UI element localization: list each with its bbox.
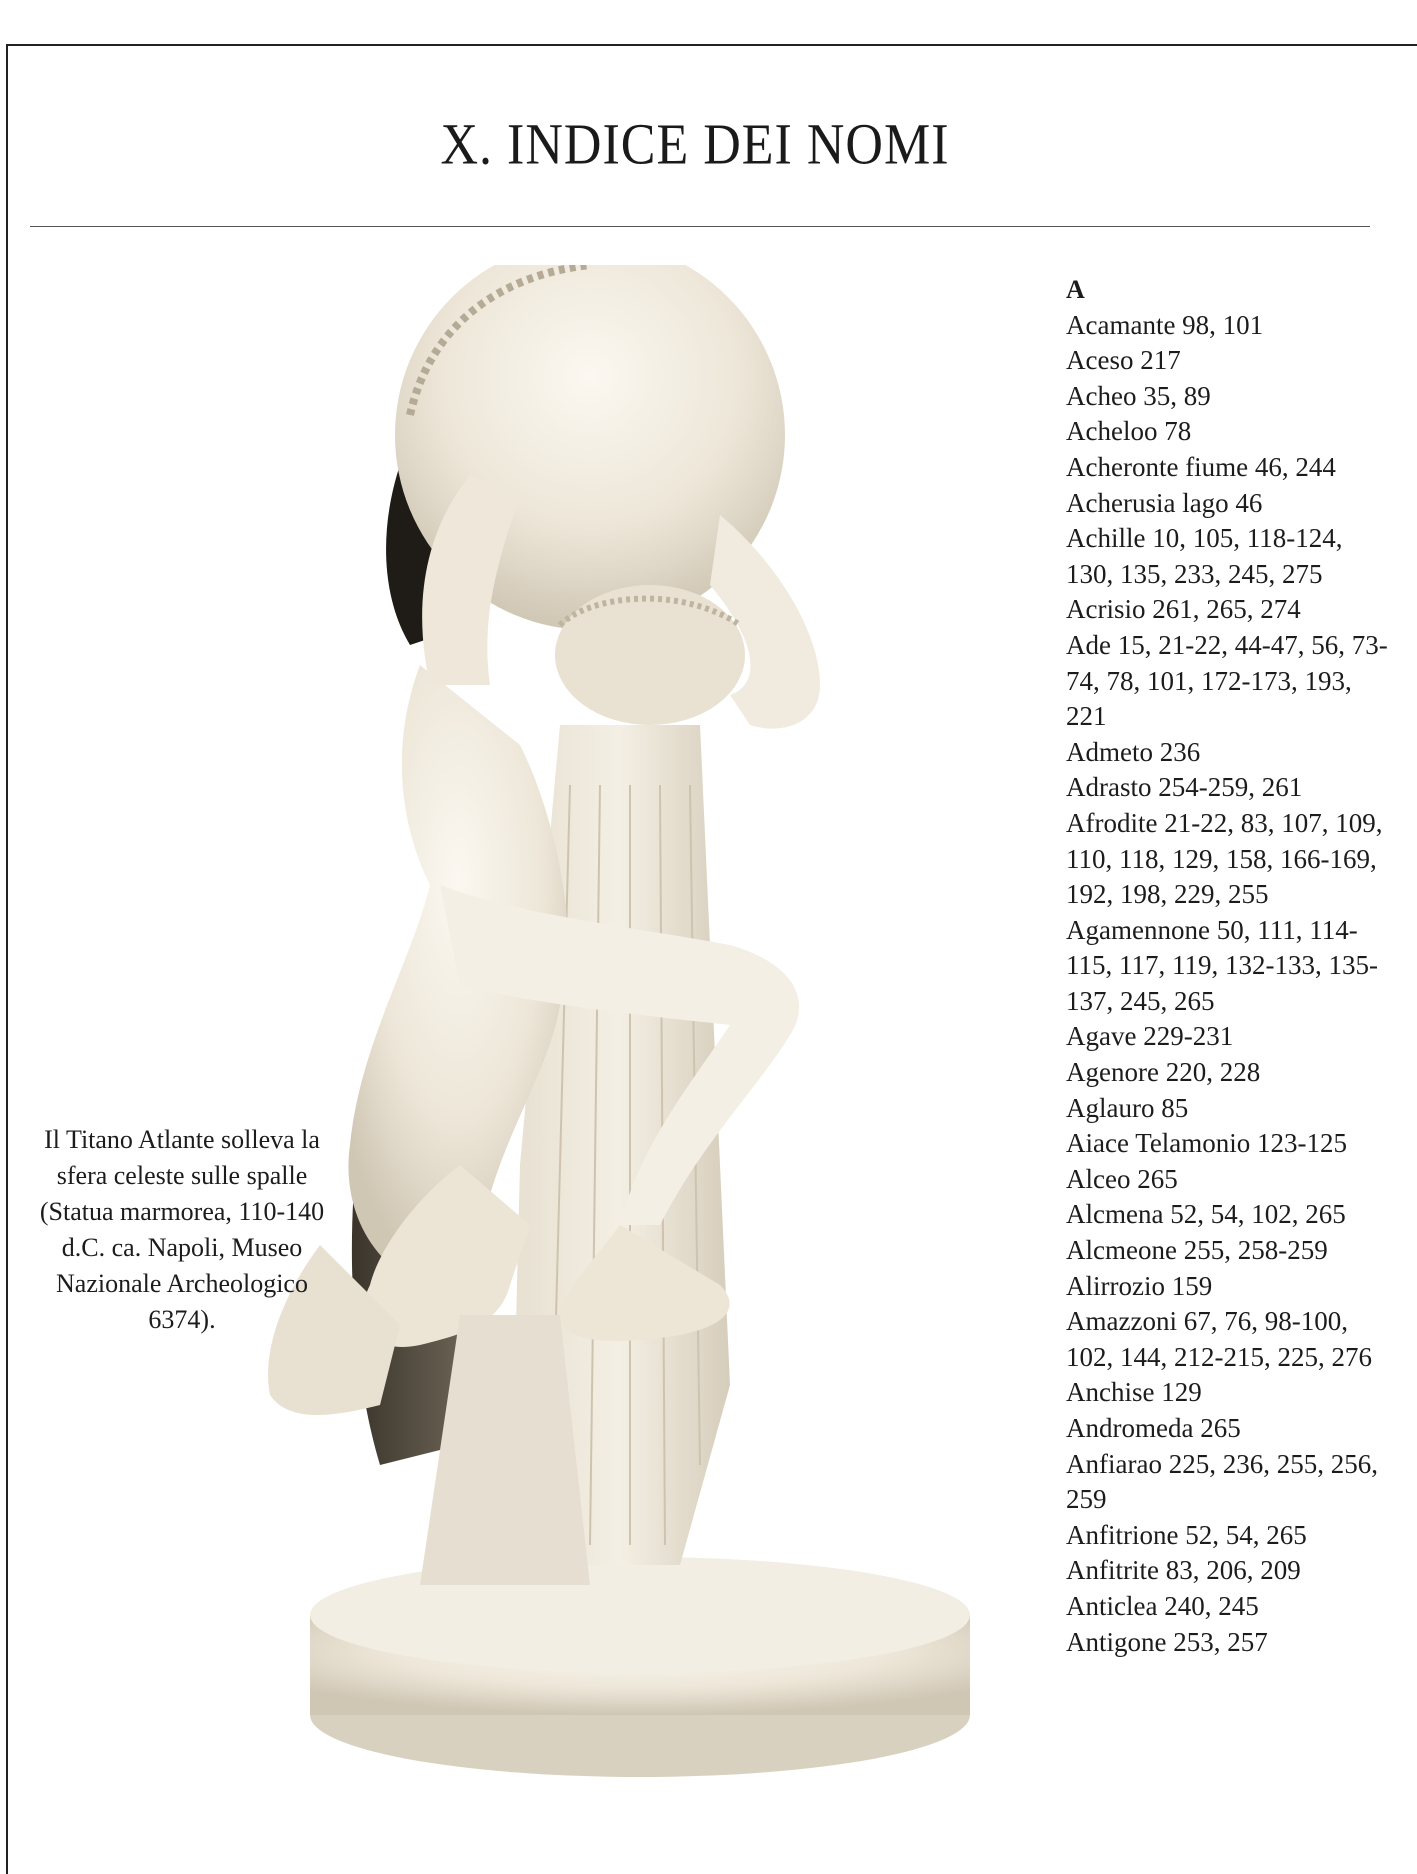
index-entry: Admeto 236	[1066, 736, 1201, 767]
title-divider	[30, 226, 1370, 227]
name-index	[1066, 272, 1396, 1660]
index-entry: Alcmena 52, 54, 102, 265	[1066, 1199, 1346, 1230]
index-entry: Andromeda 265	[1066, 1413, 1241, 1443]
index-entry: Alceo 265	[1066, 1163, 1178, 1194]
statue-image	[260, 265, 1030, 1785]
index-entry: Anticlea 240, 245	[1066, 1590, 1259, 1621]
index-entry: Acheronte fiume 46, 244	[1066, 451, 1336, 482]
index-entry: Achille 10, 105, 118-124, 130, 135, 233, 245, 275	[1066, 523, 1343, 589]
index-entry: Acheloo 78	[1066, 416, 1192, 447]
index-entry: Acheo 35, 89	[1066, 380, 1211, 411]
index-entry: Aiace Telamonio 123-125	[1066, 1128, 1348, 1159]
page-title: X. INDICE DEI NOMI	[440, 113, 950, 177]
index-entry: Acamante 98, 101	[1066, 309, 1264, 340]
index-entry: Amazzoni 67, 76, 98-100, 102, 144, 212-215, 225, 276	[1066, 1306, 1372, 1372]
index-letter-heading: A	[1066, 275, 1085, 304]
index-entry: Alirrozio 159	[1066, 1270, 1213, 1301]
index-entry: Adrasto 254-259, 261	[1066, 772, 1303, 803]
index-entry: Agamennone 50, 111, 114-115, 117, 119, 132-133, 135-137, 245, 265	[1066, 914, 1378, 1016]
index-entry: Anfiarao 225, 236, 255, 256, 259	[1066, 1448, 1378, 1515]
index-entry: Aglauro 85	[1066, 1092, 1189, 1123]
index-entry: Antigone 253, 257	[1066, 1626, 1268, 1657]
index-entry: Anfitrite 83, 206, 209	[1066, 1555, 1301, 1586]
index-entry: Acrisio 261, 265, 274	[1066, 594, 1301, 625]
index-entry: Agave 229-231	[1066, 1021, 1234, 1052]
index-entry: Alcmeone 255, 258-259	[1066, 1235, 1328, 1266]
figure-caption: Il Titano Atlante solleva la sfera celeste sulle spalle (Statua marmorea, 110-140 d.C. ca. Napoli, Museo Nazionale Archeologico 6374).	[39, 1125, 325, 1334]
index-entry: Afrodite 21-22, 83, 107, 109, 110, 118, 129, 158, 166-169, 192, 198, 229, 255	[1066, 807, 1383, 910]
index-entry: Agenore 220, 228	[1066, 1057, 1261, 1088]
index-entry: Aceso 217	[1066, 345, 1181, 376]
index-entry: Anfitrione 52, 54, 265	[1066, 1519, 1307, 1550]
index-entry: Acherusia lago 46	[1066, 487, 1263, 518]
index-entry: Ade 15, 21-22, 44-47, 56, 73-74, 78, 101, 172-173, 193, 221	[1066, 629, 1388, 732]
index-entry: Anchise 129	[1066, 1377, 1202, 1408]
